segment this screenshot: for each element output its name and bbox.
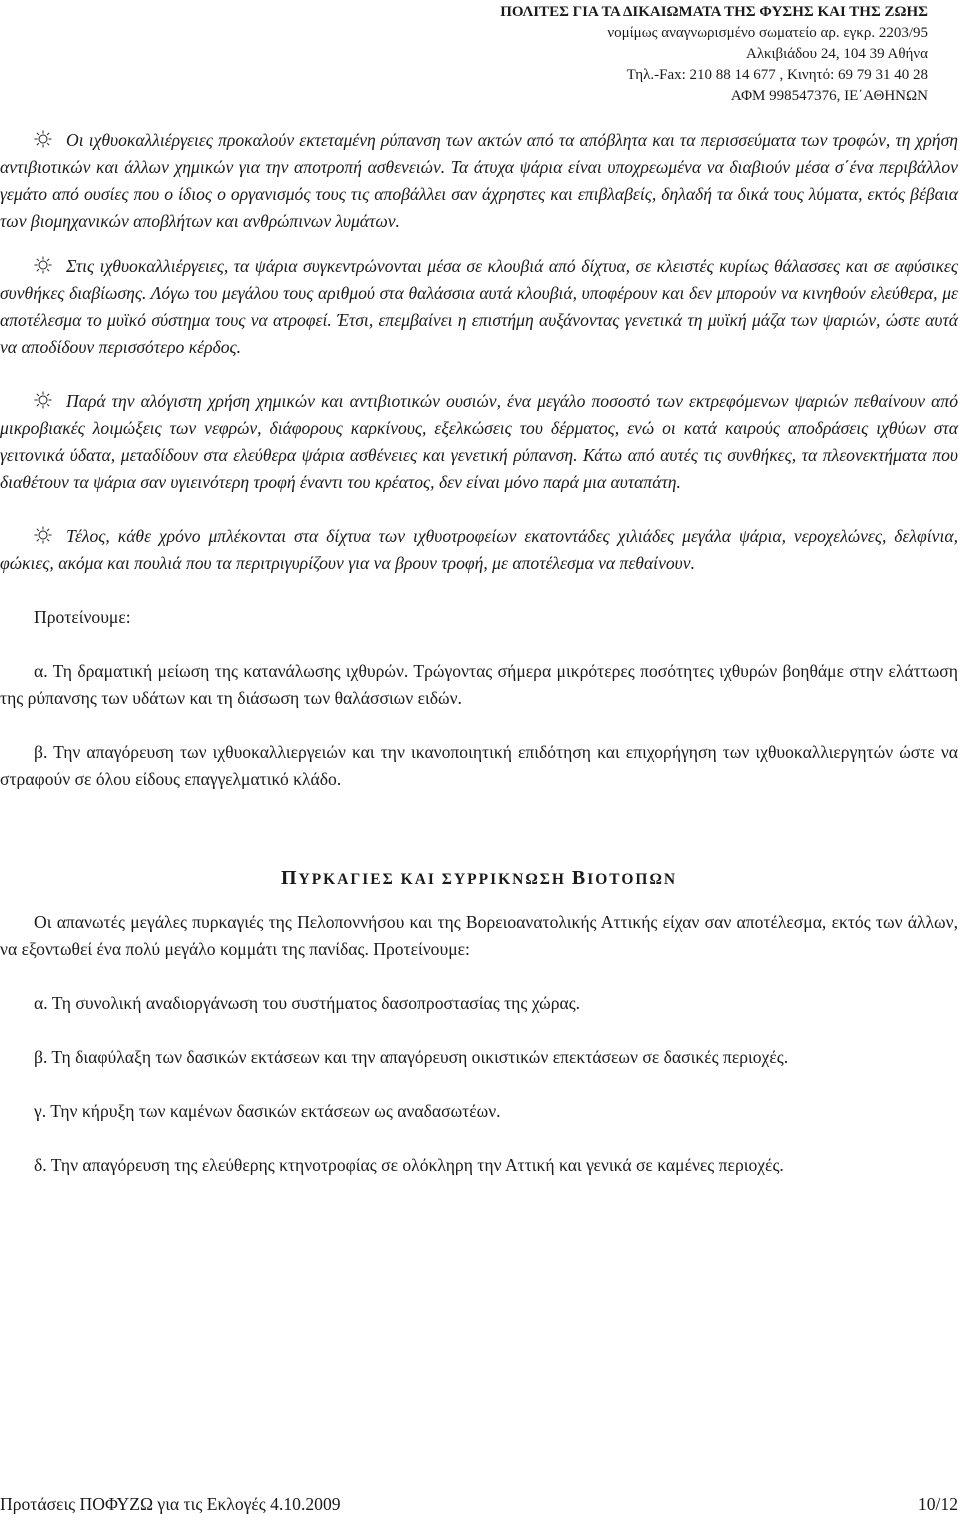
registration-line: νομίμως αναγνωρισμένο σωματείο αρ. εγκρ. 2203/95 (607, 25, 928, 41)
page-number: 10/12 (917, 1494, 958, 1514)
heading-part-1: ΥΡΚΑΓΙΕΣ ΚΑΙ ΣΥΡΡΙΚΝΩΣΗ (298, 871, 572, 888)
paragraph-bycatch (0, 523, 958, 577)
proposal-b-fires: β. Τη διαφύλαξη των δασικών εκτάσεων και την απαγόρευση οικιστικών επεκτάσεων σε δασικές περιοχές. (34, 1047, 789, 1067)
paragraph-text: Τέλος, κάθε χρόνο μπλέκονται στα δίχτυα των ιχθυοτροφείων εκατοντάδες χιλιάδες μεγάλα ψάρια, νεροχελώνες, δελφίνια, φώκιες, ακόμα και πουλιά που τα περιτριγυρίζουν για να βρουν τροφή, με αποτέλεσμα να πεθαίνουν. (0, 526, 958, 573)
paragraph-fish-farming-pollution (0, 127, 958, 235)
paragraph-text: Οι ιχθυοκαλλιέργειες προκαλούν εκτεταμένη ρύπανση των ακτών από τα απόβλητα και τα περισσεύματα των τροφών, τη χρήση αντιβιοτικών και άλλων χημικών για την αποτροπή ασθενειών. Τα άτυχα ψάρια είναι υποχρεωμένα να διαβιούν μέσα σ΄ένα περιβάλλον γεμάτο από ουσίες που ο ίδιος ο οργανισμός τους τις αποβάλλει σαν άχρηστες και επιβλαβείς, δηλαδή τα δικά τους λύματα, εκτός βέβαια των βιομηχανικών αποβλήτων και ανθρώπινων λυμάτων. (0, 130, 958, 231)
sun-bullet-icon (34, 390, 52, 408)
page-footer (0, 1492, 958, 1516)
paragraph-cages (0, 253, 958, 361)
paragraph-text: Στις ιχθυοκαλλιέργειες, τα ψάρια συγκεντρώνονται μέσα σε κλουβιά από δίχτυα, σε κλειστές κυρίως θάλασσες και σε αφύσικες συνθήκες διαβίωσης. Λόγω του μεγάλου τους αριθμού στα θαλάσσια αυτά κλουβιά, υποφέρουν και δεν μπορούν να κινηθούν ελεύθερα, με αποτέλεσμα το μυϊκό σύστημα τους να ατροφεί. Έτσι, επεμβαίνει η επιστήμη αυξάνοντας γενετικά τη μυϊκή μάζα των ψαριών, ώστε αυτά να αποδίδουν περισσότερο κέρδος. (0, 256, 958, 357)
proposal-c-fires: γ. Την κήρυξη των καμένων δασικών εκτάσεων ως αναδασωτέων. (34, 1101, 501, 1121)
heading-initial-b: Β (571, 867, 588, 889)
sun-bullet-icon (34, 255, 52, 273)
sun-bullet-icon (34, 129, 52, 147)
paragraph-diseases (0, 388, 958, 496)
phone-line: Τηλ.-Fax: 210 88 14 677 , Κινητό: 69 79 31 40 28 (626, 67, 928, 83)
proposals-label: Προτείνουμε: (34, 607, 131, 627)
paragraph-text: Παρά την αλόγιστη χρήση χημικών και αντιβιοτικών ουσιών, ένα μεγάλο ποσοστό των εκτρεφόμενων ψαριών πεθαίνουν από μικροβιακές λοιμώξεις των νεφρών, διάφορους καρκίνους, εξελκώσεις του δέρματος, ενώ οι κατά καιρούς αποδράσεις ιχθύων στα γειτονικά ύδατα, μεταδίδουν στα ελεύθερα ψάρια ασθένειες και γενετική ρύπανση. Κάτω από αυτές τις συνθήκες, τα πλεονεκτήματα που διαθέτουν τα ψάρια σαν υγιεινότερη τροφή έναντι του κρέατος, δεν είναι μόνο παρά μια αυταπάτη. (0, 391, 958, 492)
tax-id-line: ΑΦΜ 998547376, ΙΕ΄ΑΘΗΝΩΝ (730, 88, 928, 104)
proposal-d-fires: δ. Την απαγόρευση της ελεύθερης κτηνοτροφίας σε ολόκληρη την Αττική και γενικά σε καμένες περιοχές. (34, 1155, 784, 1175)
fires-intro-paragraph: Οι απανωτές μεγάλες πυρκαγιές της Πελοποννήσου και της Βορειοανατολικής Αττικής είχαν σαν αποτέλεσμα, εκτός των άλλων, να εξοντωθεί ένα πολύ μεγάλο κομμάτι της πανίδας. Προτείνουμε: (0, 912, 958, 959)
document-body (0, 127, 958, 1179)
proposal-a-fires: α. Τη συνολική αναδιοργάνωση του συστήματος δασοπροστασίας της χώρας. (34, 993, 581, 1013)
section-heading-fires (0, 865, 958, 893)
proposal-a-fish: α. Τη δραματική μείωση της κατανάλωσης ιχθυρών. Τρώγοντας σήμερα μικρότερες ποσότητες ιχθυρών βοηθάμε στην ελάττωση της ρύπανσης των υδάτων και τη διάσωση των θαλάσσιων ειδών. (0, 661, 958, 708)
heading-part-2: ΙΟΤΟΠΩΝ (587, 871, 678, 888)
address-line: Αλκιβιάδου 24, 104 39 Αθήνα (745, 46, 928, 62)
heading-initial-p: Π (280, 867, 299, 889)
organization-name: ΠΟΛΙΤΕΣ ΓΙΑ ΤΑ ΔΙΚΑΙΩΜΑΤΑ ΤΗΣ ΦΥΣΗΣ ΚΑΙ ΤΗΣ ΖΩΗΣ (500, 4, 928, 20)
sun-bullet-icon (34, 525, 52, 543)
proposal-b-fish: β. Την απαγόρευση των ιχθυοκαλλιεργειών και την ικανοποιητική επιδότηση και επιχορήγηση των ιχθυοκαλλιεργητών ώστε να στραφούν σε όλου είδους επαγγελματικό κλάδο. (0, 742, 958, 789)
footer-title: Προτάσεις ΠΟΦΥΖΩ για τις Εκλογές 4.10.2009 (0, 1494, 341, 1514)
letterhead (500, 2, 928, 107)
